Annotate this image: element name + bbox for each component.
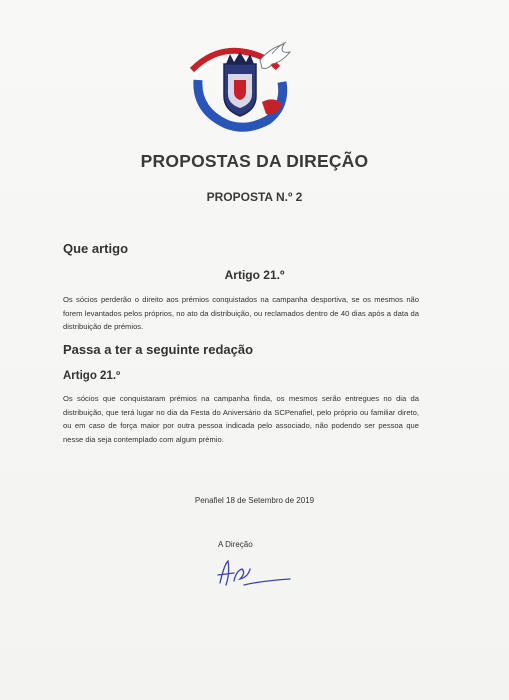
document-title: PROPOSTAS DA DIREÇÃO <box>140 151 369 171</box>
proposal-number: PROPOSTA N.º 2 <box>206 190 303 204</box>
club-crest-icon <box>186 40 300 132</box>
handwritten-signature-icon <box>200 555 300 595</box>
article-heading-current: Artigo 21.º <box>224 268 285 282</box>
article-text-new: Os sócios que conquistaram prémios na campanha finda, os mesmos serão entregues no dia da distribuição, que terá lugar no dia da Festa do Aniversário da SCPenafiel, pelo próprio ou familiar direto, ou em caso de força maior por outra pessoa indicada pelo associado, não podendo ser pessoa que nesse dia seja contemplado com algum prémio. <box>63 394 419 444</box>
article-text-current: Os sócios perderão o direito aos prémios conquistados na campanha desportiva, se os mesmos não forem levantados pelos próprios, no ato da distribuição, ou reclamados dentro de 40 dias após a data da distribuição de prémios. <box>63 295 419 331</box>
section-heading-new: Passa a ter a seguinte redação <box>63 342 254 357</box>
article-heading-new: Artigo 21.º <box>63 370 121 382</box>
signatory-label: A Direção <box>218 540 253 549</box>
date-line: Penafiel 18 de Setembro de 2019 <box>194 496 315 505</box>
section-heading-current: Que artigo <box>63 241 129 256</box>
